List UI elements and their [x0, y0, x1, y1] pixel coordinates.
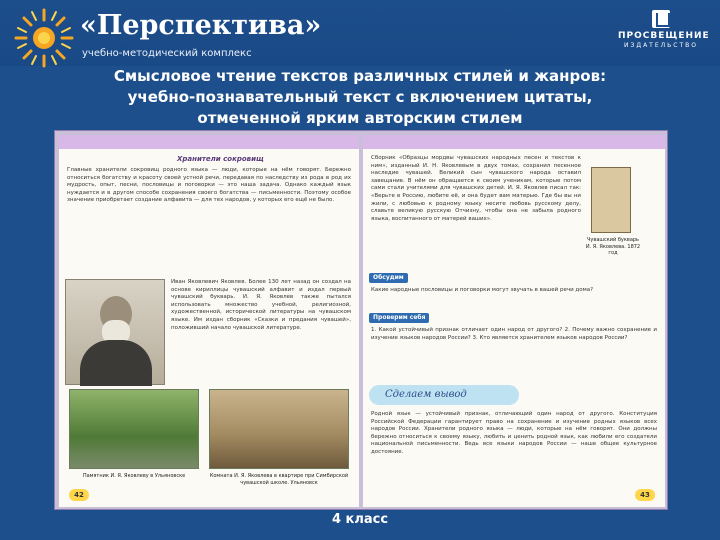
right-page-text-top: Сборник «Образцы мордвы чувашских народных песен и текстов к ним», изданный И. Н. Яковлевым в двух томах, сохранил песенное наследие чувашей. Великий сын чувашского народа оставил завещание. В нём он обращается к своим ученикам, которые потом сами стали учителями для чувашских детей. И. Я. Яковлев писал так: «Верьте в Россию, любите её, и она будет вам матерью. Где бы вы ни жили, с любовью к родному языку несите любовь русскому делу, славьте великую русскую Отчизну, чтобы она не забыла родного языка, воспитанного от матерей ваших». — [371, 155, 581, 222]
header-bar — [0, 0, 720, 66]
left-page-text-side: Иван Яковлевич Яковлев. Более 130 лет назад он создал на основе кириллицы чувашский алфавит и издал первый чувашский букварь. И. Я. Яковлев также пытался использовать множество учебной, религиозной, художественной, исторической литературы на чувашском языке. Им издан сборник «Сказки и предания чувашей», положивший начало чувашской литературе. — [171, 279, 351, 331]
publisher-logo — [618, 10, 710, 54]
grade-label: 4 класс — [331, 512, 389, 527]
conclusion-label: Сделаем вывод — [369, 385, 519, 405]
publisher-sub: ИЗДАТЕЛЬСТВО — [624, 42, 698, 49]
conclusion-text: Родной язык — устойчивый признак, отличающий один народ от другого. Конституция Российской Федерации гарантирует право на сохранение и изучение родных языков всех народов России. Хранители родного языка — люди, которые на нём говорят. Они должны бережно относиться к своему языку, любить и ценить родной язык, как любили его создатели национальной письменности. Ведь все языки народов России — наше общее культурное достояние. — [371, 411, 657, 455]
room-photo — [209, 389, 349, 469]
left-page — [59, 135, 359, 507]
textbook-spread — [54, 130, 668, 510]
sun-logo-icon — [12, 6, 76, 70]
publisher-icon — [652, 10, 670, 28]
heading-line-1: Смысловое чтение текстов различных стилей и жанров: — [113, 67, 607, 85]
logo-subtitle: учебно-методический комплекс — [82, 48, 252, 59]
discuss-text: Какие народные пословицы и поговорки могут звучать в вашей речи дома? — [371, 287, 594, 293]
publisher-name: ПРОСВЕЩЕНИЕ — [618, 31, 710, 41]
page-number-right: 43 — [635, 489, 655, 501]
check-label: Проверим себя — [369, 313, 429, 323]
logo-title: «Перспектива» — [80, 10, 322, 41]
discuss-label: Обсудим — [369, 273, 408, 283]
primer-cover-image — [591, 167, 631, 233]
heading-line-2: учебно-познавательный текст с включением цитаты, — [127, 88, 593, 106]
room-caption: Комната И. Я. Яковлева в квартире при Симбирской чувашской школе. Ульяновск — [209, 473, 349, 486]
monument-caption: Памятник И. Я. Яковлеву в Ульяновске — [82, 473, 186, 479]
left-page-text-top: Главные хранители сокровищ родного языка — люди, которые на нём говорят. Бережно относиться богатству и красоту своей устной речи, передавая по наследству из рода в род их мудрость, опыт, песни, пословицы и поговорки — это наша задача. Однако каждый язык нуждается и в другом способе сохранения своего богатства — письменности. Поэтому особое значение приобретает создание алфавита — для тех народов, у которых его ещё не было. — [67, 167, 351, 204]
portrait-image — [65, 279, 165, 385]
right-page — [363, 135, 665, 507]
page-number-left: 42 — [69, 489, 89, 501]
slide-heading — [40, 66, 680, 129]
heading-line-3: отмеченной ярким авторским стилем — [197, 109, 523, 127]
check-text: 1. Какой устойчивый признак отличает один народ от другого? 2. Почему важно сохранение и изучение языков народов России? 3. Кто является хранителем языков народов России? — [371, 327, 657, 341]
monument-photo — [69, 389, 199, 469]
left-page-title: Хранители сокровищ — [177, 155, 264, 163]
primer-cover-caption: Чувашский букварь И. Я. Яковлева. 1872 год — [585, 237, 641, 256]
portrait-body — [80, 340, 152, 386]
